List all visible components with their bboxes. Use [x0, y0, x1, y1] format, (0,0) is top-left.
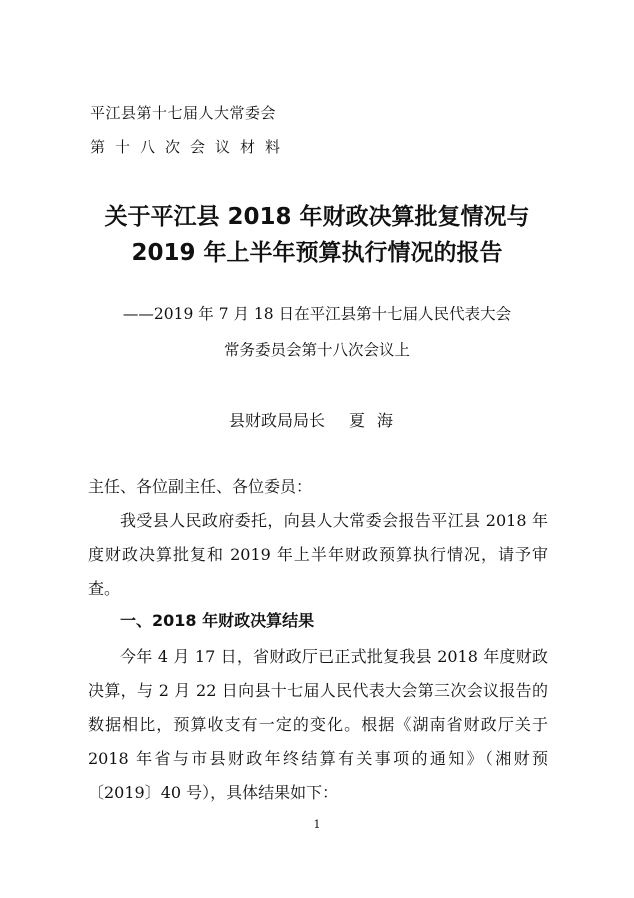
subtitle-line-1: ——2019 年 7 月 18 日在平江县第十七届人民代表大会	[122, 305, 512, 323]
report-title-line-2: 2019 年上半年预算执行情况的报告	[131, 240, 503, 266]
body-paragraph-2: 今年 4 月 17 日，省财政厅已正式批复我县 2018 年度财政决算，与 2 月 22 日向县十七届人民代表大会第三次会议报告的数据相比，预算收支有一定的变化。根据《湖南省财政厅关于 2018 年省与市县财政年终结算有关事项的通知》（湘财预〔2019〕40 号），具体结果如下：	[88, 647, 548, 802]
body-paragraph-1: 我受县人民政府委托，向县人大常委会报告平江县 2018 年度财政决算批复和 2019 年上半年财政预算执行情况，请予审查。	[88, 511, 548, 598]
author-line	[0, 408, 634, 431]
author-name: 夏海	[349, 411, 406, 430]
subtitle-line-2: 常务委员会第十八次会议上	[223, 341, 410, 359]
section-heading-1: 一、2018 年财政决算结果	[120, 611, 315, 630]
report-title-line-1: 关于平江县 2018 年财政决算批复情况与	[104, 204, 530, 230]
meeting-header-line-2: 第十八次会议材料	[90, 138, 291, 156]
page-number: 1	[313, 818, 321, 831]
meeting-header-line-1: 平江县第十七届人大常委会	[90, 104, 277, 122]
author-role: 县财政局局长	[228, 411, 325, 430]
salutation: 主任、各位副主任、各位委员：	[88, 477, 313, 496]
